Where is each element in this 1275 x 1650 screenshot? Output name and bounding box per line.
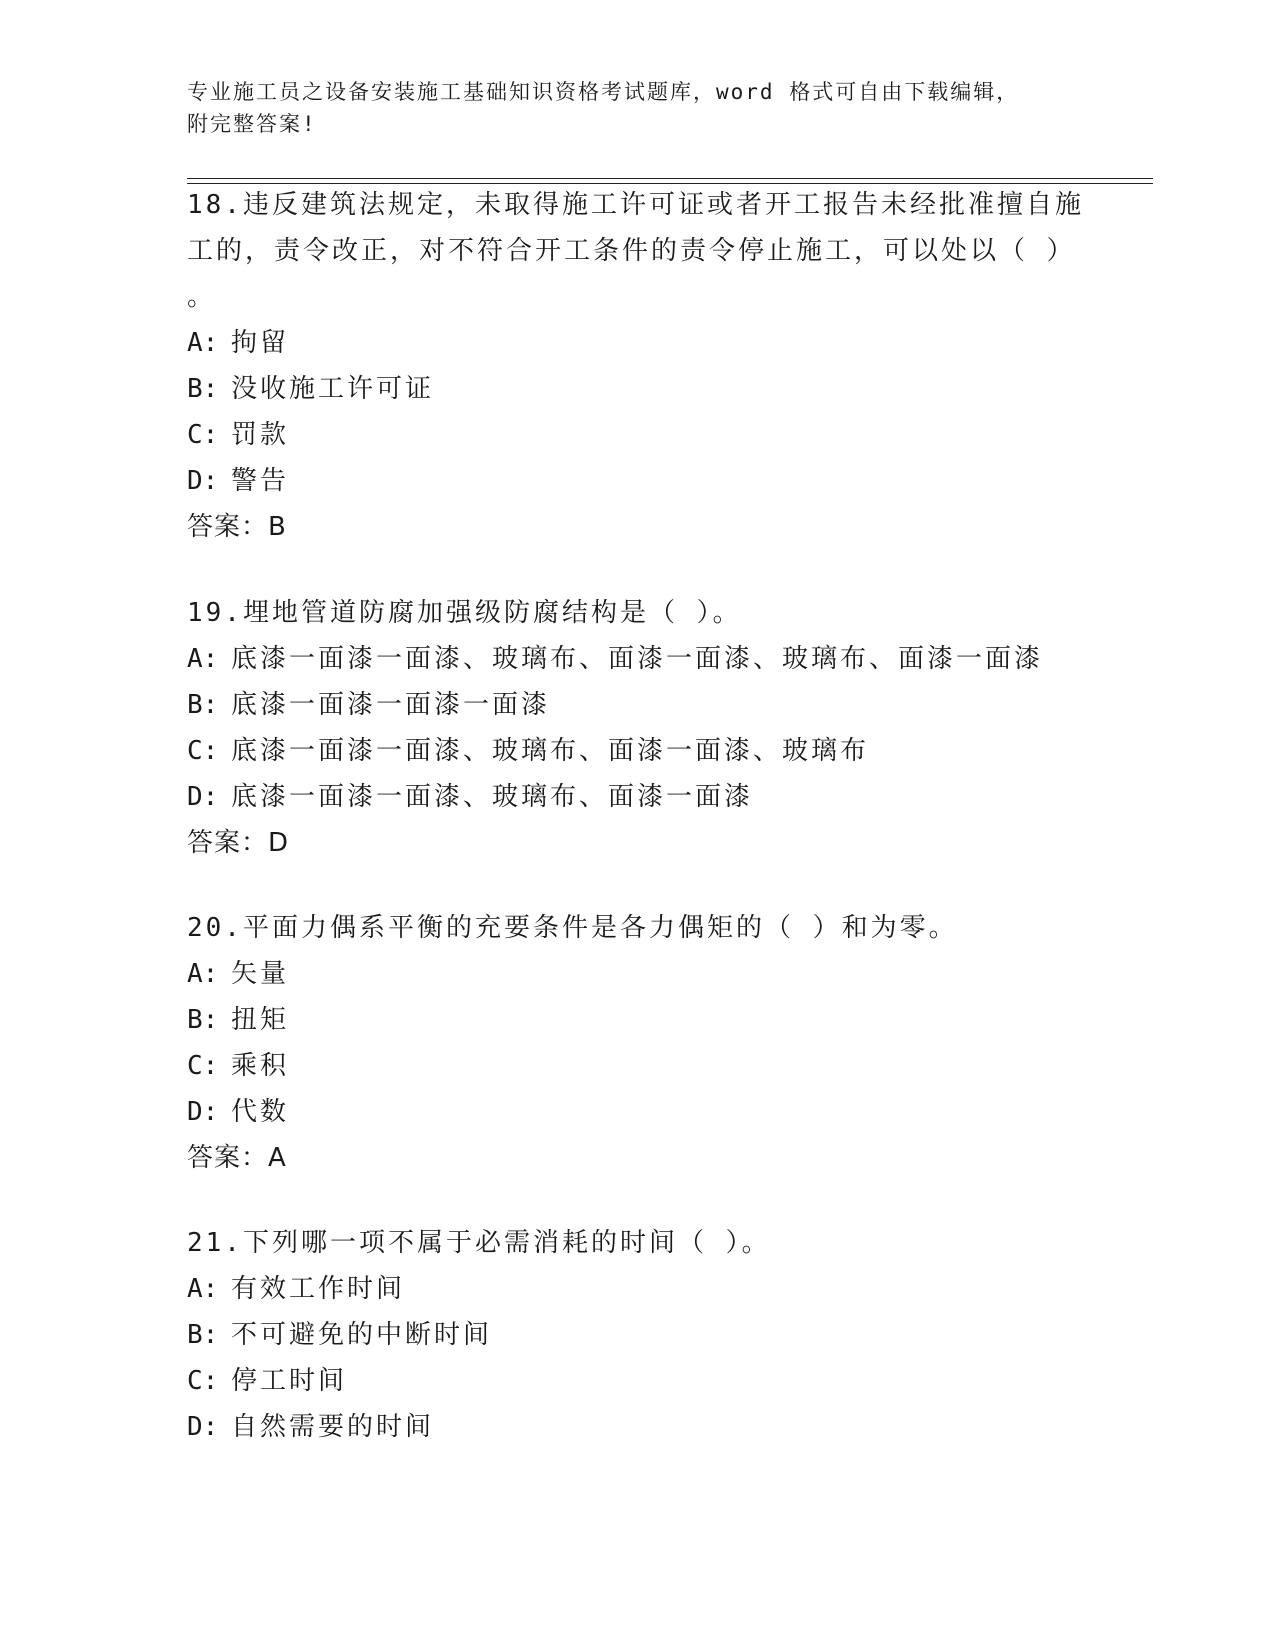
option-a bbox=[187, 636, 1087, 682]
option-d bbox=[187, 458, 1087, 504]
question-stem bbox=[187, 905, 1087, 951]
option-key: C: bbox=[187, 736, 219, 766]
option-text: 乘积 bbox=[231, 1051, 290, 1081]
option-key: C: bbox=[187, 1366, 219, 1396]
question-stem bbox=[187, 182, 1087, 320]
question-20 bbox=[187, 905, 1087, 1181]
option-text: 底漆一面漆一面漆一面漆 bbox=[231, 690, 551, 720]
option-key: B: bbox=[187, 1005, 219, 1035]
option-text: 没收施工许可证 bbox=[231, 374, 435, 404]
answer-line: 答案：A bbox=[187, 1143, 287, 1173]
option-c bbox=[187, 1358, 1087, 1404]
option-text: 自然需要的时间 bbox=[231, 1412, 435, 1442]
option-c bbox=[187, 1043, 1087, 1089]
option-text: 有效工作时间 bbox=[231, 1274, 406, 1304]
answer-line: 答案：D bbox=[187, 828, 290, 858]
option-text: 矢量 bbox=[231, 959, 290, 989]
question-stem bbox=[187, 590, 1087, 636]
option-b bbox=[187, 682, 1087, 728]
option-d bbox=[187, 774, 1087, 820]
option-text: 停工时间 bbox=[231, 1366, 348, 1396]
option-c bbox=[187, 728, 1087, 774]
option-a bbox=[187, 320, 1087, 366]
question-number: 19. bbox=[187, 598, 243, 628]
option-key: B: bbox=[187, 690, 219, 720]
question-number: 21. bbox=[187, 1228, 243, 1258]
stem-line: 19.埋地管道防腐加强级防腐结构是（ ）。 bbox=[187, 598, 742, 628]
option-d bbox=[187, 1404, 1087, 1450]
document-header bbox=[187, 76, 1087, 140]
option-text: 底漆一面漆一面漆、玻璃布、面漆一面漆、玻璃布 bbox=[231, 736, 870, 766]
option-a bbox=[187, 1266, 1087, 1312]
option-text: 不可避免的中断时间 bbox=[231, 1320, 493, 1350]
option-key: A: bbox=[187, 959, 219, 989]
option-b bbox=[187, 997, 1087, 1043]
question-stem bbox=[187, 1220, 1087, 1266]
option-key: C: bbox=[187, 420, 219, 450]
question-21 bbox=[187, 1220, 1087, 1450]
stem-line: 工的，责令改正，对不符合开工条件的责令停止施工，可以处以（ ） bbox=[187, 236, 1076, 266]
option-key: A: bbox=[187, 644, 219, 674]
stem-line: 21.下列哪一项不属于必需消耗的时间（ ）。 bbox=[187, 1228, 771, 1258]
question-19 bbox=[187, 590, 1087, 866]
option-c bbox=[187, 412, 1087, 458]
option-key: D: bbox=[187, 466, 219, 496]
option-d bbox=[187, 1089, 1087, 1135]
option-text: 底漆一面漆一面漆、玻璃布、面漆一面漆、玻璃布、面漆一面漆 bbox=[231, 644, 1044, 674]
stem-line: 20.平面力偶系平衡的充要条件是各力偶矩的（ ）和为零。 bbox=[187, 913, 958, 943]
option-text: 代数 bbox=[231, 1097, 290, 1127]
header-line-1: 专业施工员之设备安装施工基础知识资格考试题库，word 格式可自由下载编辑， bbox=[187, 80, 1020, 104]
option-text: 罚款 bbox=[231, 420, 290, 450]
question-18 bbox=[187, 182, 1087, 550]
answer-line: 答案：B bbox=[187, 512, 287, 542]
option-key: D: bbox=[187, 1412, 219, 1442]
question-number: 20. bbox=[187, 913, 243, 943]
option-key: D: bbox=[187, 1097, 219, 1127]
option-key: B: bbox=[187, 374, 219, 404]
option-text: 拘留 bbox=[231, 328, 290, 358]
option-key: D: bbox=[187, 782, 219, 812]
header-line-2: 附完整答案! bbox=[187, 112, 317, 136]
option-b bbox=[187, 1312, 1087, 1358]
option-key: B: bbox=[187, 1320, 219, 1350]
option-text: 警告 bbox=[231, 466, 290, 496]
question-number: 18. bbox=[187, 190, 243, 220]
option-text: 底漆一面漆一面漆、玻璃布、面漆一面漆 bbox=[231, 782, 754, 812]
option-a bbox=[187, 951, 1087, 997]
option-text: 扭矩 bbox=[231, 1005, 290, 1035]
option-key: A: bbox=[187, 328, 219, 358]
stem-line: 。 bbox=[187, 282, 217, 312]
option-key: A: bbox=[187, 1274, 219, 1304]
option-key: C: bbox=[187, 1051, 219, 1081]
stem-line: 18.违反建筑法规定，未取得施工许可证或者开工报告未经批准擅自施 bbox=[187, 190, 1084, 220]
option-b bbox=[187, 366, 1087, 412]
